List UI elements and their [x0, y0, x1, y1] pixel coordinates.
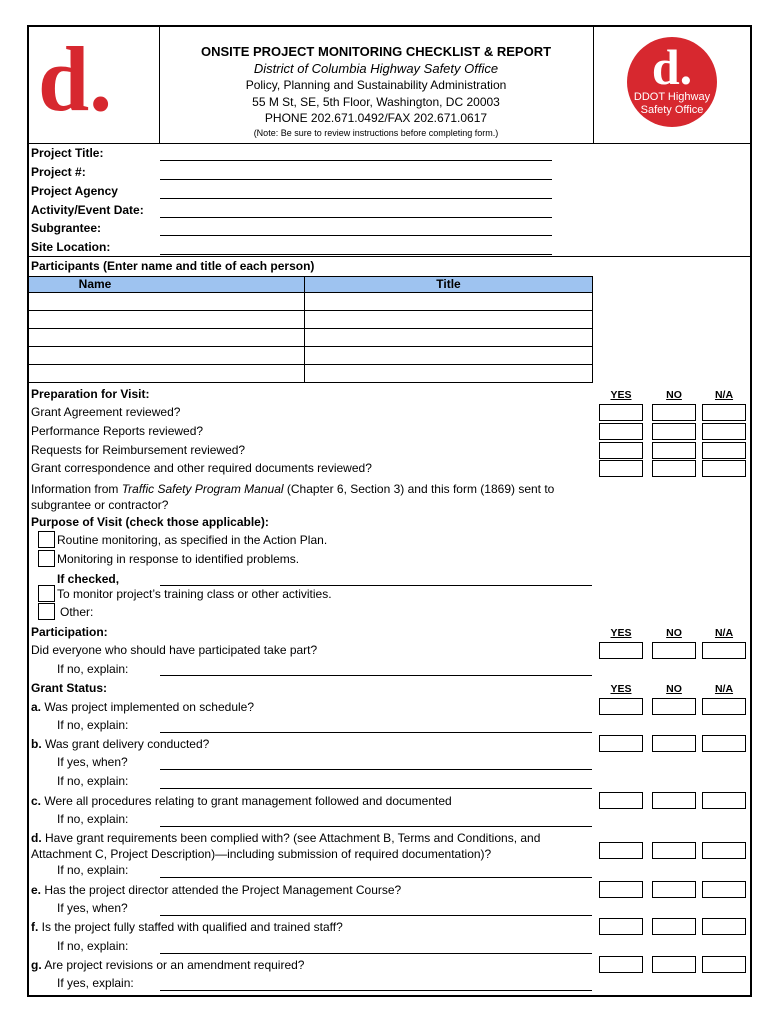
- prep-manual-post: (Chapter 6, Section 3) and this form (1869) sent to: [283, 482, 555, 496]
- grant-b-explain-field[interactable]: [160, 788, 592, 789]
- participation-question: Did everyone who should have participated take part?: [31, 643, 318, 657]
- purpose-training-label: To monitor project’s training class or other activities.: [57, 587, 332, 601]
- grant-f-no[interactable]: [652, 918, 696, 935]
- prep-performance-reports-no[interactable]: [652, 423, 696, 440]
- prep-reimbursement-na[interactable]: [702, 442, 746, 459]
- participation-na[interactable]: [702, 642, 746, 659]
- grant-e-question: [31, 883, 401, 898]
- participant-title-cell[interactable]: [304, 364, 593, 383]
- prep-manual-pre: Information from: [31, 482, 122, 496]
- prep-reimbursement: Requests for Reimbursement reviewed?: [31, 443, 246, 457]
- grant-f-letter: f.: [31, 920, 39, 934]
- participant-name-cell[interactable]: [28, 346, 305, 365]
- grant-g-text: Are project revisions or an amendment required?: [41, 958, 305, 972]
- grant-d-yes[interactable]: [599, 842, 643, 859]
- grant-b-na[interactable]: [702, 735, 746, 752]
- grant-e-text: Has the project director attended the Project Management Course?: [41, 883, 402, 897]
- grant-c-no[interactable]: [652, 792, 696, 809]
- ddot-logo-left: [34, 36, 154, 116]
- participation-yes[interactable]: [599, 642, 643, 659]
- grant-a-na[interactable]: [702, 698, 746, 715]
- administration: Policy, Planning and Sustainability Administration: [245, 78, 507, 92]
- prep-performance-reports-na[interactable]: [702, 423, 746, 440]
- grant-b-no[interactable]: [652, 735, 696, 752]
- prep-correspondence-na[interactable]: [702, 460, 746, 477]
- participant-title-cell[interactable]: [304, 346, 593, 365]
- participant-name-cell[interactable]: [28, 364, 305, 383]
- grant-c-letter: c.: [31, 794, 42, 808]
- prep-manual-line1: [31, 482, 554, 497]
- project-number-field[interactable]: [160, 179, 552, 180]
- prep-grant-agreement-na[interactable]: [702, 404, 746, 421]
- yes-col-header: YES: [610, 683, 632, 695]
- prep-correspondence-yes[interactable]: [599, 460, 643, 477]
- grant-g-letter: g.: [31, 958, 42, 972]
- participants-col-name: Name: [78, 277, 112, 291]
- grant-a-text: Was project implemented on schedule?: [41, 700, 255, 714]
- grant-c-text: Were all procedures relating to grant management followed and documented: [41, 794, 452, 808]
- yes-col-header: YES: [610, 627, 632, 639]
- preparation-heading: Preparation for Visit:: [31, 387, 150, 401]
- prep-correspondence: Grant correspondence and other required documents reviewed?: [31, 461, 372, 475]
- grant-g-yes[interactable]: [599, 956, 643, 973]
- site-location-label: Site Location:: [31, 240, 111, 254]
- grant-e-when-label: If yes, when?: [57, 901, 128, 915]
- logo-right-letter: d.: [651, 39, 693, 95]
- prep-grant-agreement: Grant Agreement reviewed?: [31, 405, 181, 419]
- no-col-header: NO: [666, 627, 682, 639]
- project-title-field[interactable]: [160, 160, 552, 161]
- grant-d-question: [31, 831, 540, 846]
- participant-name-cell[interactable]: [28, 328, 305, 347]
- participant-title-cell[interactable]: [304, 328, 593, 347]
- grant-d-explain-label: If no, explain:: [57, 863, 129, 877]
- grant-f-na[interactable]: [702, 918, 746, 935]
- grant-d-explain-field[interactable]: [160, 877, 592, 878]
- purpose-if-checked-field[interactable]: [160, 585, 592, 586]
- purpose-other-checkbox[interactable]: [38, 603, 55, 620]
- purpose-if-checked-label: If checked,: [57, 572, 120, 586]
- subgrantee-label: Subgrantee:: [31, 221, 102, 235]
- participant-name-cell[interactable]: [28, 310, 305, 329]
- header-bottom-rule: [27, 143, 752, 144]
- prep-reimbursement-yes[interactable]: [599, 442, 643, 459]
- prep-performance-reports-yes[interactable]: [599, 423, 643, 440]
- grant-d-no[interactable]: [652, 842, 696, 859]
- prep-reimbursement-no[interactable]: [652, 442, 696, 459]
- no-col-header: NO: [666, 389, 682, 401]
- grant-a-explain-label: If no, explain:: [57, 718, 129, 732]
- participants-col-title: Title: [436, 277, 461, 291]
- prep-grant-agreement-yes[interactable]: [599, 404, 643, 421]
- grant-f-explain-label: If no, explain:: [57, 939, 129, 953]
- grant-g-no[interactable]: [652, 956, 696, 973]
- logo-right-line1: DDOT Highway: [633, 91, 711, 103]
- logo-left-letter: d.: [38, 36, 113, 116]
- project-title-label: Project Title:: [31, 146, 104, 160]
- participation-heading: Participation:: [31, 625, 108, 639]
- purpose-heading: Purpose of Visit (check those applicable):: [31, 515, 269, 529]
- participation-no[interactable]: [652, 642, 696, 659]
- activity-date-label: Activity/Event Date:: [31, 203, 144, 217]
- form-title: ONSITE PROJECT MONITORING CHECKLIST & REPORT: [200, 44, 552, 59]
- grant-c-yes[interactable]: [599, 792, 643, 809]
- na-col-header: N/A: [714, 627, 734, 639]
- activity-date-field[interactable]: [160, 217, 552, 218]
- grant-g-na[interactable]: [702, 956, 746, 973]
- grant-d-question-line2: Attachment C, Project Description)—including submission of required documentation)?: [31, 847, 492, 861]
- phone-fax: PHONE 202.671.0492/FAX 202.671.0617: [264, 111, 488, 125]
- grant-b-text: Was grant delivery conducted?: [41, 737, 210, 751]
- purpose-problems-label: Monitoring in response to identified problems.: [57, 552, 300, 566]
- grant-g-explain-field[interactable]: [160, 990, 592, 991]
- prep-grant-agreement-no[interactable]: [652, 404, 696, 421]
- grant-d-letter: d.: [31, 831, 42, 845]
- project-number-label: Project #:: [31, 165, 86, 179]
- grant-b-yes[interactable]: [599, 735, 643, 752]
- subgrantee-field[interactable]: [160, 235, 552, 236]
- purpose-training-checkbox[interactable]: [38, 585, 55, 602]
- grant-c-na[interactable]: [702, 792, 746, 809]
- grant-g-question: [31, 958, 304, 973]
- purpose-problems-checkbox[interactable]: [38, 550, 55, 567]
- grant-b-when-label: If yes, when?: [57, 755, 128, 769]
- yes-col-header: YES: [610, 389, 632, 401]
- prep-manual-line2: subgrantee or contractor?: [31, 498, 169, 512]
- participant-title-cell[interactable]: [304, 310, 593, 329]
- grant-e-yes[interactable]: [599, 881, 643, 898]
- grant-e-when-field[interactable]: [160, 915, 592, 916]
- grant-f-text: Is the project fully staffed with qualified and trained staff?: [38, 920, 343, 934]
- purpose-routine-label: Routine monitoring, as specified in the Action Plan.: [57, 533, 328, 547]
- project-agency-label: Project Agency: [31, 184, 118, 198]
- project-agency-field[interactable]: [160, 198, 552, 199]
- grant-status-heading: Grant Status:: [31, 681, 108, 695]
- purpose-routine-checkbox[interactable]: [38, 531, 55, 548]
- participant-name-cell[interactable]: [28, 292, 305, 311]
- grant-a-letter: a.: [31, 700, 42, 714]
- grant-e-no[interactable]: [652, 881, 696, 898]
- grant-e-na[interactable]: [702, 881, 746, 898]
- grant-b-explain-label: If no, explain:: [57, 774, 129, 788]
- prep-manual-title: Traffic Safety Program Manual: [121, 482, 284, 496]
- purpose-other-label: Other:: [60, 605, 94, 619]
- grant-f-explain-field[interactable]: [160, 953, 592, 954]
- no-col-header: NO: [666, 683, 682, 695]
- participants-table: [28, 276, 593, 383]
- grant-d-na[interactable]: [702, 842, 746, 859]
- participants-heading: Participants (Enter name and title of each person): [31, 259, 315, 273]
- grant-a-explain-field[interactable]: [160, 732, 592, 733]
- prep-correspondence-no[interactable]: [652, 460, 696, 477]
- grant-g-explain-label: If yes, explain:: [57, 976, 134, 990]
- participant-title-cell[interactable]: [304, 292, 593, 311]
- instructions-note: (Note: Be sure to review instructions before completing form.): [253, 128, 499, 138]
- site-location-field[interactable]: [160, 254, 552, 255]
- grant-c-explain-field[interactable]: [160, 826, 592, 827]
- participants-top-rule: [27, 256, 752, 257]
- grant-b-letter: b.: [31, 737, 42, 751]
- grant-b-question: [31, 737, 209, 752]
- grant-d-text: Have grant requirements been complied with? (see Attachment B, Terms and Conditions, and: [41, 831, 541, 845]
- address: 55 M St, SE, 5th Floor, Washington, DC 20003: [252, 95, 500, 109]
- grant-c-question: [31, 794, 452, 809]
- grant-a-question: [31, 700, 254, 715]
- grant-f-question: [31, 920, 343, 935]
- participation-explain-field[interactable]: [160, 675, 592, 676]
- ddot-highway-safety-logo: [622, 34, 722, 130]
- logo-right-line2: Safety Office: [640, 104, 704, 116]
- grant-a-yes[interactable]: [599, 698, 643, 715]
- prep-performance-reports: Performance Reports reviewed?: [31, 424, 204, 438]
- na-col-header: N/A: [714, 389, 734, 401]
- grant-a-no[interactable]: [652, 698, 696, 715]
- header-divider-right: [593, 25, 594, 143]
- grant-b-when-field[interactable]: [160, 769, 592, 770]
- grant-f-yes[interactable]: [599, 918, 643, 935]
- participation-explain-label: If no, explain:: [57, 662, 129, 676]
- grant-e-letter: e.: [31, 883, 42, 897]
- na-col-header: N/A: [714, 683, 734, 695]
- office-name: District of Columbia Highway Safety Office: [253, 61, 499, 76]
- grant-c-explain-label: If no, explain:: [57, 812, 129, 826]
